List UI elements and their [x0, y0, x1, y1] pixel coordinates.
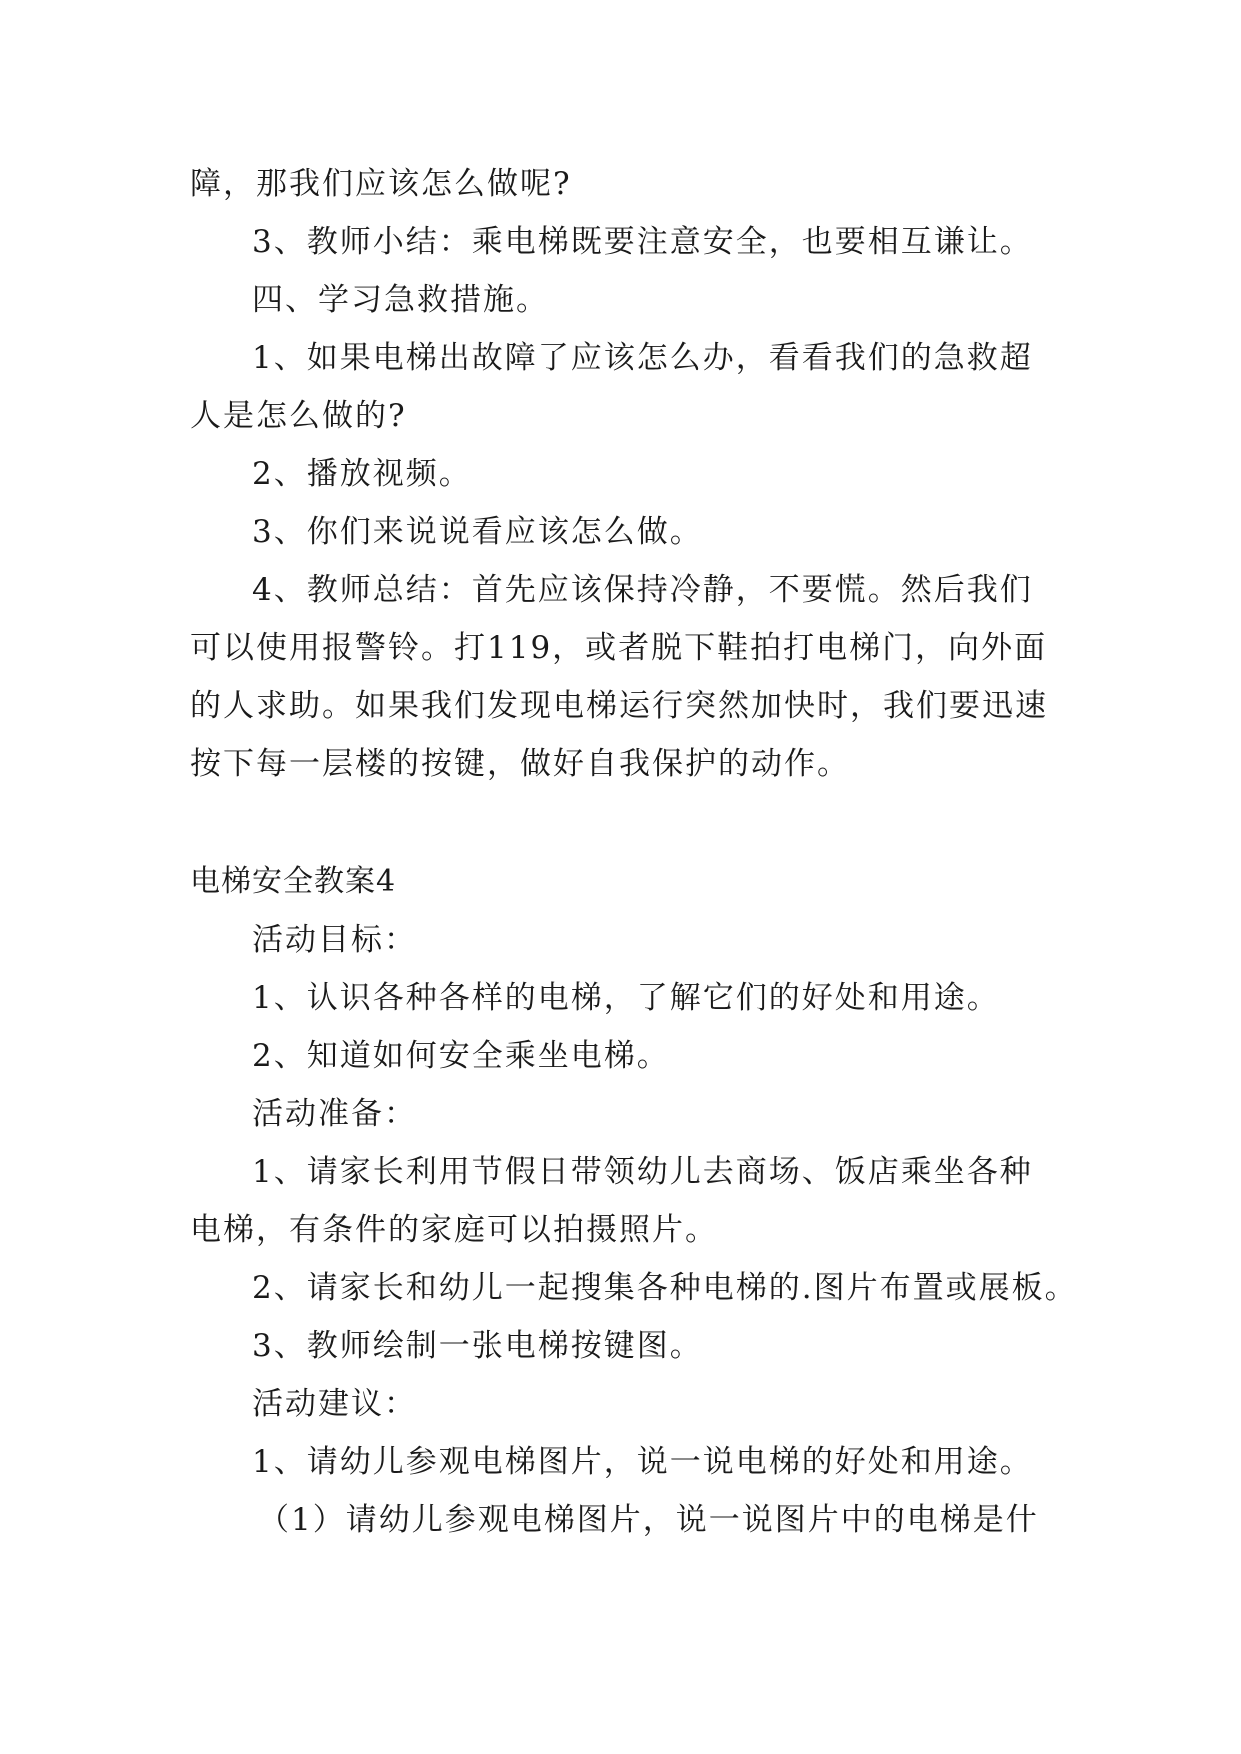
paragraph-line: 4、教师总结：首先应该保持冷静，不要慌。然后我们	[252, 572, 1033, 608]
paragraph-line: 1、请家长利用节假日带领幼儿去商场、饭店乘坐各种	[252, 1154, 1033, 1190]
paragraph-line: 1、认识各种各样的电梯，了解它们的好处和用途。	[252, 980, 1000, 1016]
paragraph-line: 人是怎么做的?	[190, 398, 407, 434]
section-title: 电梯安全教案4	[190, 864, 397, 899]
section-heading: 四、学习急救措施。	[252, 282, 549, 318]
subheading: 活动目标：	[252, 922, 417, 958]
paragraph-line: 2、播放视频。	[252, 456, 472, 492]
paragraph-line: 障，那我们应该怎么做呢?	[190, 166, 572, 202]
paragraph-line: 按下每一层楼的按键，做好自我保护的动作。	[190, 746, 850, 782]
paragraph-line: 2、请家长和幼儿一起搜集各种电梯的.图片布置或展板。	[252, 1270, 1078, 1306]
paragraph-line: 的人求助。如果我们发现电梯运行突然加快时，我们要迅速	[190, 688, 1048, 724]
paragraph-line: 2、知道如何安全乘坐电梯。	[252, 1038, 670, 1074]
subheading: 活动准备：	[252, 1096, 417, 1132]
paragraph-line: 3、你们来说说看应该怎么做。	[252, 514, 703, 550]
paragraph-line: 1、如果电梯出故障了应该怎么办，看看我们的急救超	[252, 340, 1033, 376]
paragraph-line: 电梯，有条件的家庭可以拍摄照片。	[190, 1212, 718, 1248]
paragraph-line: 1、请幼儿参观电梯图片，说一说电梯的好处和用途。	[252, 1444, 1033, 1480]
subheading: 活动建议：	[252, 1386, 417, 1422]
paragraph-line: （1）请幼儿参观电梯图片，说一说图片中的电梯是什	[258, 1502, 1039, 1538]
paragraph-line: 可以使用报警铃。打119，或者脱下鞋拍打电梯门，向外面	[190, 630, 1048, 666]
paragraph-line: 3、教师绘制一张电梯按键图。	[252, 1328, 703, 1364]
paragraph-line: 3、教师小结：乘电梯既要注意安全，也要相互谦让。	[252, 224, 1033, 260]
